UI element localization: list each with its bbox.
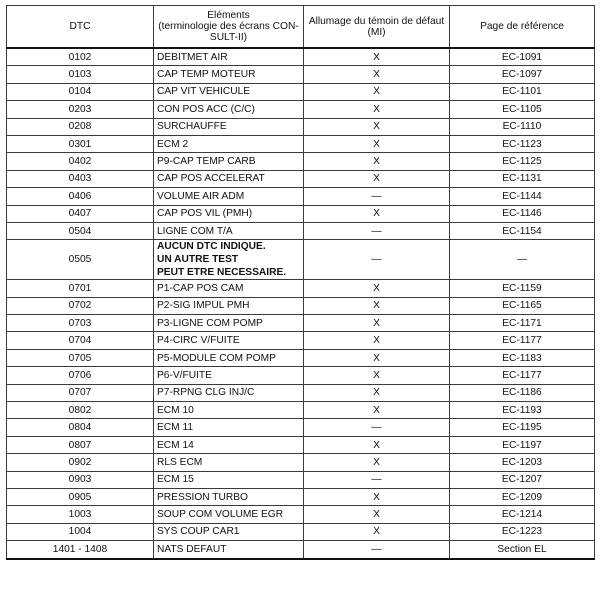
table-row <box>7 367 595 384</box>
cell-element <box>154 240 304 280</box>
cell-mi: X <box>304 153 450 170</box>
cell-dtc: 0903 <box>7 471 154 488</box>
cell-dtc: 1003 <box>7 506 154 523</box>
cell-dtc: 0208 <box>7 118 154 135</box>
header-elements-line: (terminologie des écrans CON- <box>158 21 299 32</box>
cell-page: EC-1146 <box>450 205 595 222</box>
cell-element: LIGNE COM T/A <box>154 222 304 239</box>
cell-element: CAP POS ACCELERAT <box>154 170 304 187</box>
cell-dtc: 0802 <box>7 402 154 419</box>
table-row <box>7 48 595 66</box>
cell-element: P9-CAP TEMP CARB <box>154 153 304 170</box>
header-mi <box>304 6 450 49</box>
table-row <box>7 280 595 297</box>
table-row <box>7 436 595 453</box>
cell-element: CAP POS VIL (PMH) <box>154 205 304 222</box>
cell-element: P4-CIRC V/FUITE <box>154 332 304 349</box>
cell-element: SOUP COM VOLUME EGR <box>154 506 304 523</box>
cell-mi: X <box>304 118 450 135</box>
cell-page: EC-1101 <box>450 83 595 100</box>
table-row <box>7 402 595 419</box>
cell-dtc: 0701 <box>7 280 154 297</box>
cell-page: EC-1177 <box>450 367 595 384</box>
cell-page: EC-1131 <box>450 170 595 187</box>
table-row <box>7 222 595 239</box>
cell-page: EC-1159 <box>450 280 595 297</box>
cell-mi: — <box>304 471 450 488</box>
cell-mi: X <box>304 523 450 540</box>
header-elements-line: SULT-II) <box>209 32 248 43</box>
cell-page: EC-1193 <box>450 402 595 419</box>
cell-element: P6-V/FUITE <box>154 367 304 384</box>
cell-dtc: 0102 <box>7 48 154 66</box>
cell-element-line: PEUT ETRE NECESSAIRE. <box>157 267 287 279</box>
table-row <box>7 135 595 152</box>
cell-page: EC-1183 <box>450 349 595 366</box>
cell-dtc: 1004 <box>7 523 154 540</box>
header-page: Page de référence <box>450 6 595 49</box>
cell-mi: X <box>304 83 450 100</box>
cell-page: EC-1186 <box>450 384 595 401</box>
cell-mi: X <box>304 280 450 297</box>
table-row <box>7 153 595 170</box>
table-row <box>7 349 595 366</box>
table-row <box>7 523 595 540</box>
cell-page: EC-1177 <box>450 332 595 349</box>
cell-mi: X <box>304 488 450 505</box>
cell-element: ECM 2 <box>154 135 304 152</box>
table-row <box>7 66 595 83</box>
table-row <box>7 188 595 205</box>
cell-element: RLS ECM <box>154 454 304 471</box>
cell-mi: X <box>304 454 450 471</box>
cell-page: EC-1123 <box>450 135 595 152</box>
cell-page: EC-1105 <box>450 101 595 118</box>
cell-dtc: 0103 <box>7 66 154 83</box>
cell-mi: — <box>304 222 450 239</box>
cell-mi: — <box>304 541 450 559</box>
cell-element-line: UN AUTRE TEST <box>157 254 239 266</box>
cell-element: CAP TEMP MOTEUR <box>154 66 304 83</box>
table-row <box>7 332 595 349</box>
cell-element: ECM 15 <box>154 471 304 488</box>
table-row <box>7 118 595 135</box>
table-row <box>7 419 595 436</box>
cell-dtc: 0504 <box>7 222 154 239</box>
cell-page: EC-1209 <box>450 488 595 505</box>
cell-mi: X <box>304 101 450 118</box>
cell-mi: X <box>304 205 450 222</box>
cell-dtc: 0704 <box>7 332 154 349</box>
cell-mi: — <box>304 188 450 205</box>
cell-page: EC-1171 <box>450 315 595 332</box>
cell-dtc: 0403 <box>7 170 154 187</box>
cell-mi: X <box>304 436 450 453</box>
cell-dtc: 0406 <box>7 188 154 205</box>
dtc-table <box>6 5 595 560</box>
cell-element: ECM 14 <box>154 436 304 453</box>
table-row <box>7 315 595 332</box>
cell-element: DEBITMET AIR <box>154 48 304 66</box>
cell-element: P2-SIG IMPUL PMH <box>154 297 304 314</box>
cell-mi: X <box>304 506 450 523</box>
cell-element: P5-MODULE COM POMP <box>154 349 304 366</box>
cell-element: VOLUME AIR ADM <box>154 188 304 205</box>
table-row <box>7 488 595 505</box>
cell-mi: X <box>304 135 450 152</box>
table-row <box>7 101 595 118</box>
cell-mi: X <box>304 349 450 366</box>
cell-dtc: 0407 <box>7 205 154 222</box>
cell-page: EC-1154 <box>450 222 595 239</box>
cell-dtc: 0203 <box>7 101 154 118</box>
table-row <box>7 170 595 187</box>
cell-mi: X <box>304 402 450 419</box>
header-mi-line: (MI) <box>367 26 386 38</box>
table-row <box>7 454 595 471</box>
cell-element: SURCHAUFFE <box>154 118 304 135</box>
table-row <box>7 83 595 100</box>
table-row <box>7 297 595 314</box>
header-elements <box>154 6 304 49</box>
cell-dtc: 0905 <box>7 488 154 505</box>
table-row <box>7 541 595 559</box>
cell-page: EC-1097 <box>450 66 595 83</box>
cell-element: CON POS ACC (C/C) <box>154 101 304 118</box>
cell-dtc: 0301 <box>7 135 154 152</box>
cell-mi: X <box>304 332 450 349</box>
cell-page: Section EL <box>450 541 595 559</box>
table-header-row <box>7 6 595 49</box>
cell-element: P1-CAP POS CAM <box>154 280 304 297</box>
cell-mi: X <box>304 48 450 66</box>
cell-page: EC-1223 <box>450 523 595 540</box>
cell-dtc: 0707 <box>7 384 154 401</box>
cell-dtc: 0402 <box>7 153 154 170</box>
cell-page: EC-1195 <box>450 419 595 436</box>
cell-element: NATS DEFAUT <box>154 541 304 559</box>
header-mi-line: Allumage du témoin de défaut <box>308 15 445 27</box>
cell-dtc: 0706 <box>7 367 154 384</box>
table-row <box>7 384 595 401</box>
cell-page: EC-1110 <box>450 118 595 135</box>
cell-dtc: 1401 - 1408 <box>7 541 154 559</box>
cell-mi: X <box>304 66 450 83</box>
cell-element: PRESSION TURBO <box>154 488 304 505</box>
cell-dtc: 0702 <box>7 297 154 314</box>
table-row <box>7 471 595 488</box>
cell-element-line: AUCUN DTC INDIQUE. <box>157 241 266 253</box>
cell-dtc: 0804 <box>7 419 154 436</box>
cell-page: EC-1207 <box>450 471 595 488</box>
cell-element: P3-LIGNE COM POMP <box>154 315 304 332</box>
cell-page: EC-1197 <box>450 436 595 453</box>
cell-page: EC-1203 <box>450 454 595 471</box>
cell-page: EC-1165 <box>450 297 595 314</box>
cell-dtc: 0705 <box>7 349 154 366</box>
cell-dtc: 0902 <box>7 454 154 471</box>
cell-element: CAP VIT VEHICULE <box>154 83 304 100</box>
cell-page: EC-1214 <box>450 506 595 523</box>
cell-element: ECM 11 <box>154 419 304 436</box>
cell-page: EC-1091 <box>450 48 595 66</box>
cell-page: EC-1144 <box>450 188 595 205</box>
cell-element: P7-RPNG CLG INJ/C <box>154 384 304 401</box>
cell-dtc: 0104 <box>7 83 154 100</box>
header-dtc: DTC <box>7 6 154 49</box>
cell-dtc: 0807 <box>7 436 154 453</box>
cell-page: — <box>450 240 595 280</box>
cell-element: ECM 10 <box>154 402 304 419</box>
cell-mi: X <box>304 170 450 187</box>
cell-mi: — <box>304 240 450 280</box>
cell-mi: X <box>304 297 450 314</box>
cell-mi: X <box>304 367 450 384</box>
header-elements-line: Eléments <box>207 10 250 21</box>
table-row <box>7 205 595 222</box>
cell-page: EC-1125 <box>450 153 595 170</box>
cell-element: SYS COUP CAR1 <box>154 523 304 540</box>
cell-mi: X <box>304 315 450 332</box>
table-row <box>7 506 595 523</box>
table-row <box>7 240 595 280</box>
cell-dtc: 0505 <box>7 240 154 280</box>
cell-dtc: 0703 <box>7 315 154 332</box>
cell-mi: — <box>304 419 450 436</box>
cell-mi: X <box>304 384 450 401</box>
